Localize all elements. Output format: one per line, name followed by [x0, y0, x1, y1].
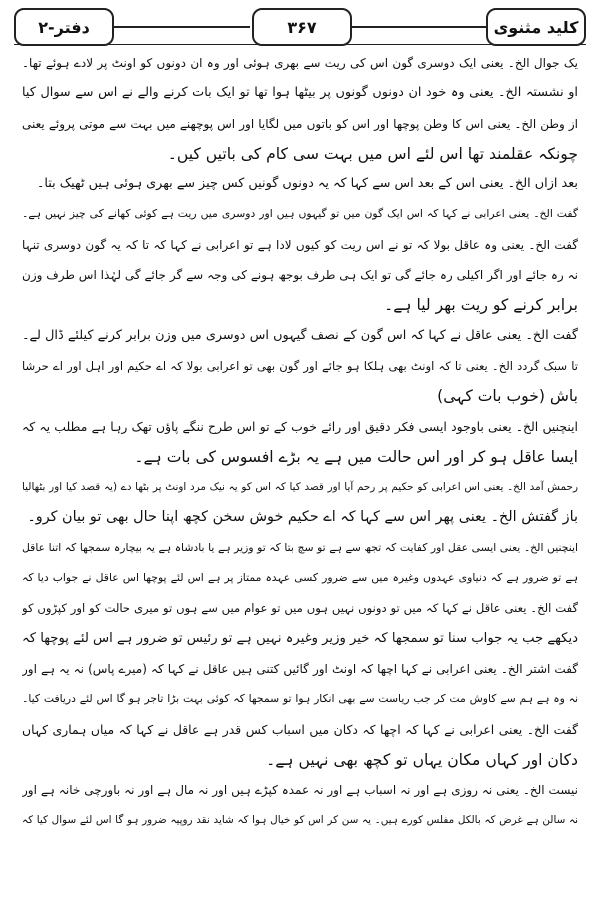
text-line: نہ رہ جائے اور اگر اکیلی رہ جائے گی تو ایک ہی طرف بوجھ ہونے کی وجہ سے گر جائے گی لہٰذا اس طرف وزن	[22, 268, 578, 283]
text-body	[22, 48, 578, 836]
text-line: گفت الخ۔ یعنی اعرابی نے کہا کہ اس ایک گون میں تو گیہوں ہیں اور دوسری میں ریت ہے کوئی کھانے کی چیز نہیں ہے۔	[22, 207, 578, 221]
text-line: نہ وہ ہے ہم سے کاوش مت کر جب ریاست سے بھی انکار ہوا تو سمجھا کہ کوئی بہت بڑا تاجر ہو گا اس لئے دریافت کیا۔	[22, 692, 578, 706]
text-line: او نشستہ الخ۔ یعنی وہ خود ان دونوں گونوں پر بیٹھا ہوا تھا تو ایک بات کرنے والے نے اس سے سوال کیا	[22, 85, 578, 101]
page-number: ۳۶۷	[252, 8, 352, 46]
text-line: گفت الخ۔ یعنی عاقل نے کہا کہ اس گون کے نصف گیہوں اس دوسری میں وزن برابر کرنے کیلئے ڈال لے۔	[22, 327, 578, 343]
text-line: نیست الخ۔ یعنی نہ روزی ہے اور نہ اسباب ہے اور نہ عمدہ کپڑے ہیں اور نہ مال ہے اور نہ باورچی خانہ ہے اور	[22, 783, 578, 798]
text-line: دیکھے جب یہ جواب سنا تو سمجھا کہ خیر وزیر وغیرہ نہیں ہے تو رئیس تو ضرور ہے اس لئے پوچھا کہ	[22, 630, 578, 646]
text-line: تا سبک گردد الخ۔ یعنی تا کہ اونٹ بھی ہلکا ہو جائے اور گون بھی تو اعرابی بولا کہ اے حکیم اور اہل اور اے حرشا	[22, 358, 578, 373]
text-line: ایسا عاقل ہو کر اور اس حالت میں ہے یہ بڑے افسوس کی بات ہے۔	[134, 447, 578, 466]
text-line: گفت الخ۔ یعنی وہ عاقل بولا کہ تو نے اس ریت کو کیوں لادا ہے تو اعرابی نے کہا کہ تا کہ یہ گون دوسری تنہا	[22, 237, 578, 252]
text-line: ہے تو ضرور ہے کہ دنیاوی عہدوں وغیرہ میں سے ضرور کسی عہدہ ممتاز پر ہے اس لئے پوچھا اس عاقل نے جواب دیا کہ	[22, 571, 578, 585]
text-line: چونکہ عقلمند تھا اس لئے اس میں بہت سی کام کی باتیں کیں۔	[167, 144, 578, 163]
text-line: اینچنیں الخ۔ یعنی ایسی عقل اور کفایت کہ تجھ سے ہے تو سچ بتا کہ تو وزیر ہے یا بادشاہ ہے یہ بیچارہ سمجھا کہ اتنا عاقل	[22, 540, 578, 554]
text-line: دکان اور کہاں مکان یہاں تو کچھ بھی نہیں ہے۔	[266, 750, 578, 769]
book-title: کلید مثنوی	[486, 8, 586, 46]
header-rule-left	[112, 26, 250, 28]
text-line: بعد ازاں الخ۔ یعنی اس کے بعد اس سے کہا کہ یہ دونوں گونیں کس چیز سے بھری ہوئی ہیں ٹھیک بتا۔	[36, 176, 578, 192]
text-line: اینچنیں الخ۔ یعنی باوجود ایسی فکر دقیق اور رائے خوب کے تو اس طرح ننگے پاؤں تھک رہا ہے مطلب یہ کہ	[22, 418, 578, 434]
text-line: باش (خوب بات کہی)	[437, 387, 578, 406]
text-line: رحمش آمد الخ۔ یعنی اس اعرابی کو حکیم پر رحم آیا اور قصد کیا کہ اس کو یہ نیک مرد اونٹ پر بٹھا دے (یہ قصد کیا اور بٹھالیا	[22, 481, 578, 494]
header-rule-right	[350, 26, 486, 28]
text-line: گفت الخ۔ یعنی عاقل نے کہا کہ میں تو دونوں نہیں ہوں میں تو عوام میں سے ہوں تو میری حالت کو اور کپڑوں کو	[22, 601, 578, 616]
text-line: یک جوال الخ۔ یعنی ایک دوسری گون اس کی ریت سے بھری ہوئی اور وہ ان دونوں کو اونٹ پر لادے ہوئے تھا۔	[22, 56, 578, 70]
text-line: گفت الخ۔ یعنی اعرابی نے کہا کہ اچھا کہ دکان میں اسباب کس قدر ہے عاقل نے کہا کہ میاں ہماری کہاں	[22, 721, 578, 737]
text-line: باز گفتش الخ۔ یعنی پھر اس سے کہا کہ اے حکیم خوش سخن کچھ اپنا حال بھی تو بیان کرو۔	[27, 509, 578, 526]
text-line: گفت اشتر الخ۔ یعنی اعرابی نے کہا اچھا کہ اونٹ اور گائیں کتنی ہیں عاقل نے کہا کہ (میرے پاس) نہ یہ ہے اور	[22, 661, 578, 676]
text-line: از وطن الخ۔ یعنی اس کا وطن پوچھا اور اس کو باتوں میں لگایا اور اس پوچھنے میں بہت سے موتی پروئے یعنی	[22, 116, 578, 131]
volume-label: دفتر-۲	[14, 8, 114, 46]
text-line: برابر کرنے کو ریت بھر لیا ہے۔	[384, 296, 578, 315]
text-line: نہ سالن ہے غرض کہ بالکل مفلس کورے ہیں۔ یہ سن کر اس کو خیال ہوا کہ شاید نقد روپیہ ضرور ہو گا اس لئے سوال کیا کہ	[22, 814, 578, 827]
